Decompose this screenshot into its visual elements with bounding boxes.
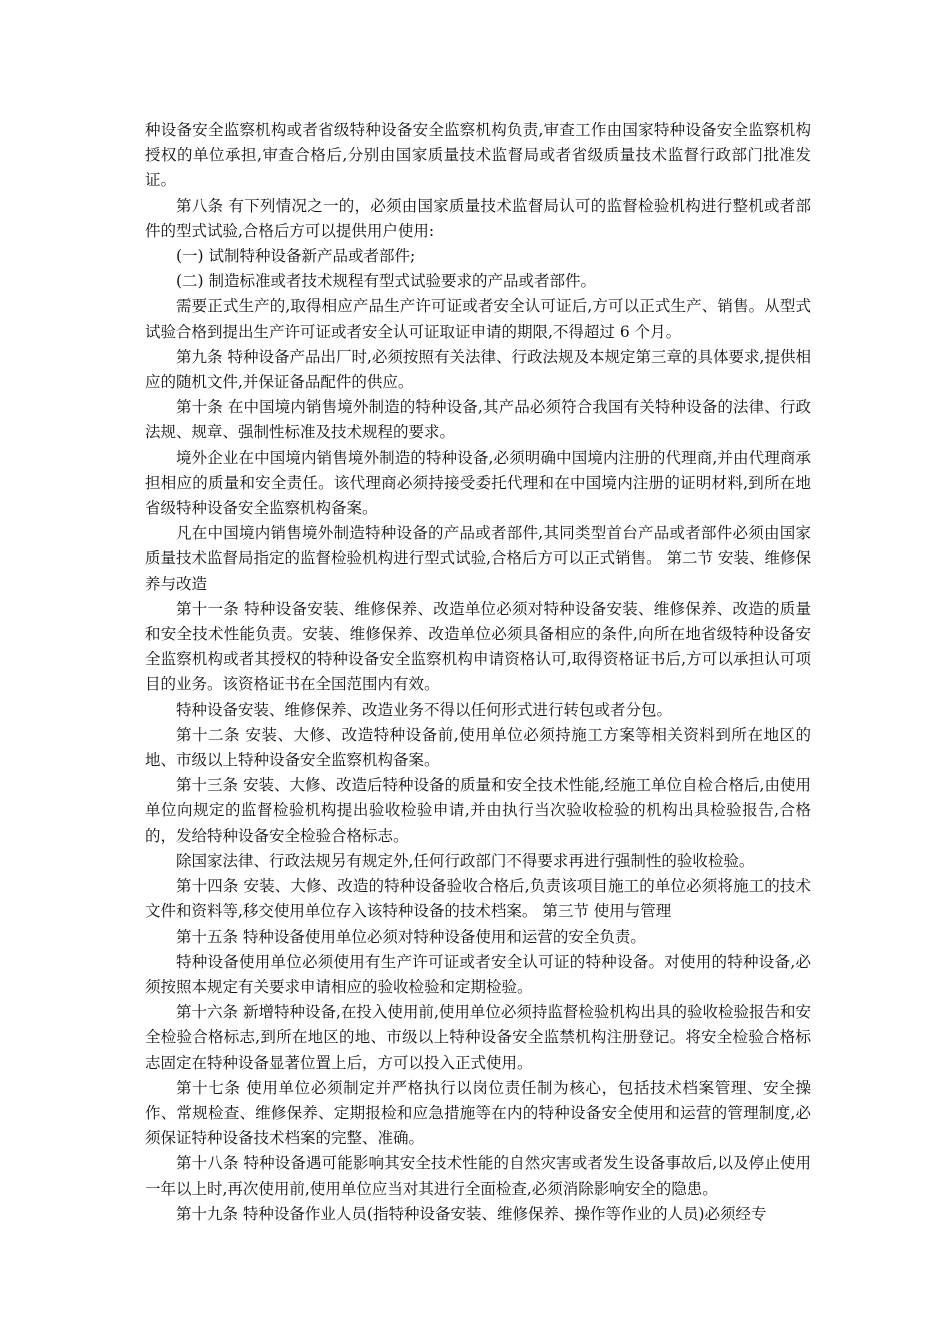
document-page (145, 118, 811, 1227)
paragraph-article-16: 第十六条 新增特种设备,在投入使用前,使用单位必须持监督检验机构出具的验收检验报告和安全检验合格标志,到所在地区的地、市级以上特种设备安全监禁机构注册登记。将安全检验合格标志固定在特种设备显著位置上后，方可以投入正式使用。 (145, 1003, 811, 1072)
paragraph-no-mandatory-inspection: 除国家法律、行政法规另有规定外,任何行政部门不得要求再进行强制性的验收检验。 (176, 851, 755, 870)
paragraph-article-11: 第十一条 特种设备安装、维修保养、改造单位必须对特种设备安装、维修保养、改造的质量和安全技术性能负责。安装、维修保养、改造单位必须具备相应的条件,向所在地省级特种设备安全监察机构或者其授权的特种设备安全监察机构申请资格认可,取得资格证书后,方可以承担认可项目的业务。该资格证书在全国范围内有效。 (145, 599, 811, 694)
paragraph-article-13: 第十三条 安装、大修、改造后特种设备的质量和安全技术性能,经施工单位自检合格后,由使用单位向规定的监督检验机构提出验收检验申请,并由执行当次验收检验的机构出具检验报告,合格的，发给特种设备安全检验合格标志。 (145, 776, 811, 845)
paragraph-article-15: 第十五条 特种设备使用单位必须对特种设备使用和运营的安全负责。 (176, 927, 646, 946)
paragraph-foreign-agent: 境外企业在中国境内销售境外制造的特种设备,必须明确中国境内注册的代理商,并由代理商承担相应的质量和安全责任。该代理商必须持接受委托代理和在中国境内注册的证明材料,到所在地省级特种设备安全监察机构备案。 (145, 448, 811, 518)
paragraph-continuation: 种设备安全监察机构或者省级特种设备安全监察机构负责,审查工作由国家特种设备安全监察机构授权的单位承担,审查合格后,分别由国家质量技术监督局或者省级质量技术监督行政部门批准发证。 (145, 121, 811, 190)
paragraph-item-1: (一) 试制特种设备新产品或者部件; (176, 247, 416, 266)
paragraph-no-subcontract: 特种设备安装、维修保养、改造业务不得以任何形式进行转包或者分包。 (176, 700, 673, 719)
paragraph-article-14: 第十四条 安装、大修、改造的特种设备验收合格后,负责该项目施工的单位必须将施工的技术文件和资料等,移交使用单位存入该特种设备的技术档案。 第三节 使用与管理 (145, 877, 811, 921)
paragraph-production: 需要正式生产的,取得相应产品生产许可证或者安全认可证后,方可以正式生产、销售。从型式试验合格到提出生产许可证或者安全认可证取证申请的期限,不得超过 6 个月。 (145, 297, 811, 341)
paragraph-foreign-type-test: 凡在中国境内销售境外制造特种设备的产品或者部件,其同类型首台产品或者部件必须由国家质量技术监督局指定的监督检验机构进行型式试验,合格后方可以正式销售。 第二节 安装、维修保养与改造 (145, 524, 811, 593)
paragraph-item-2: (二) 制造标准或者技术规程有型式试验要求的产品或者部件。 (176, 272, 597, 291)
paragraph-article-19: 第十九条 特种设备作业人员(指特种设备安装、维修保养、操作等作业的人员)必须经专 (176, 1204, 767, 1223)
paragraph-article-17: 第十七条 使用单位必须制定并严格执行以岗位责任制为核心，包括技术档案管理、安全操作、常规检查、维修保养、定期报检和应急措施等在内的特种设备安全使用和运营的管理制度,必须保证特种设备技术档案的完整、准确。 (145, 1078, 811, 1148)
paragraph-article-12: 第十二条 安装、大修、改造特种设备前,使用单位必须持施工方案等相关资料到所在地区的地、市级以上特种设备安全监察机构备案。 (145, 725, 811, 770)
paragraph-article-18: 第十八条 特种设备遇可能影响其安全技术性能的自然灾害或者发生设备事故后,以及停止使用一年以上时,再次使用前,使用单位应当对其进行全面检查,必须消除影响安全的隐患。 (145, 1154, 811, 1198)
paragraph-article-9: 第九条 特种设备产品出厂时,必须按照有关法律、行政法规及本规定第三章的具体要求,提供相应的随机文件,并保证备品配件的供应。 (145, 347, 811, 392)
paragraph-article-10: 第十条 在中国境内销售境外制造的特种设备,其产品必须符合我国有关特种设备的法律、行政法规、规章、强制性标准及技术规程的要求。 (145, 398, 811, 442)
paragraph-article-8: 第八条 有下列情况之一的，必须由国家质量技术监督局认可的监督检验机构进行整机或者部件的型式试验,合格后方可以提供用户使用: (145, 196, 811, 240)
paragraph-licensed-equipment: 特种设备使用单位必须使用有生产许可证或者安全认可证的特种设备。对使用的特种设备,必须按照本规定有关要求申请相应的验收检验和定期检验。 (145, 952, 811, 996)
